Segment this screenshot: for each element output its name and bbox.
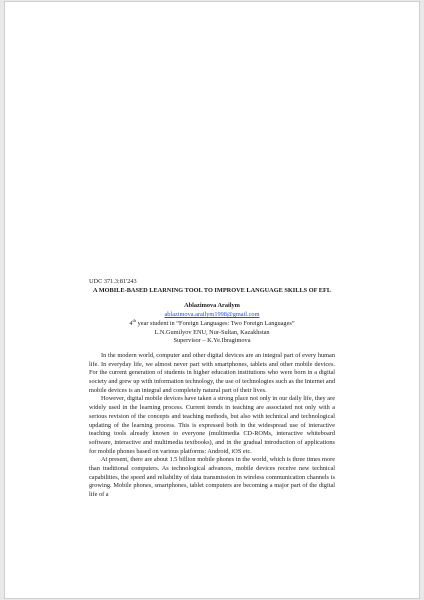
affiliation-line [89,317,335,329]
author-block [89,302,335,346]
email-line [89,311,335,320]
body-text [89,352,335,500]
udc-code: UDC 371.3:81'243 [89,278,137,285]
author-email-link[interactable]: ablazimova.arailym1998@gmail.com [164,311,260,319]
affiliation-rest: year student in “Foreign Languages: Two Foreign Languages” [136,319,295,327]
supervisor-line: Supervisor – K.Ye.Ibragimova [173,337,251,345]
affiliation-suffix: th [132,317,137,323]
document-page [5,2,419,598]
body-paragraph: In the modern world, computer and other digital devices are an integral part of every human life. In everyday life, we almost never part with smartphones, tablets and other mobile devices. For the current generation of students in higher education institutions who were born in a digital society and grew up with information technology, the use of technologies such as the Internet and mobile devices is an integral and completely natural part of their lives. [89,351,335,394]
paper-title: A MOBILE-BASED LEARNING TOOL TO IMPROVE LANGUAGE SKILLS OF EFL [92,286,332,294]
body-paragraph: At present, there are about 1.5 billion mobile phones in the world, which is three times more than traditional computers. As technological advances, mobile devices receive new technical capabilities, the speed and reliability of data transmission in wireless communication channels is growing. Mobile phones, smartphones, tablet computers are becoming a major part of the digital life of a [89,456,335,499]
author-name: Ablazimova Arailym [184,302,240,310]
university-line: L.N.Gumilyov ENU, Nur-Sultan, Kazakhstan [154,328,270,336]
page-content [89,278,335,500]
affiliation-year: 4 [129,319,133,327]
body-paragraph: However, digital mobile devices have taken a strong place not only in our daily life, they are widely used in the learning process. Current trends in teaching are associated not only with a serious revision of the concepts and teaching methods, but also with technical and technological updating of the learning process. This is expressed both in the widespread use of interactive teaching tools already known to everyone (multimedia CD-ROMs, interactive whiteboard software, interactive and multimedia textbooks), and in the gradual introduction of applications for mobile phones based on various platforms: Android, iOS etc. [89,395,335,455]
